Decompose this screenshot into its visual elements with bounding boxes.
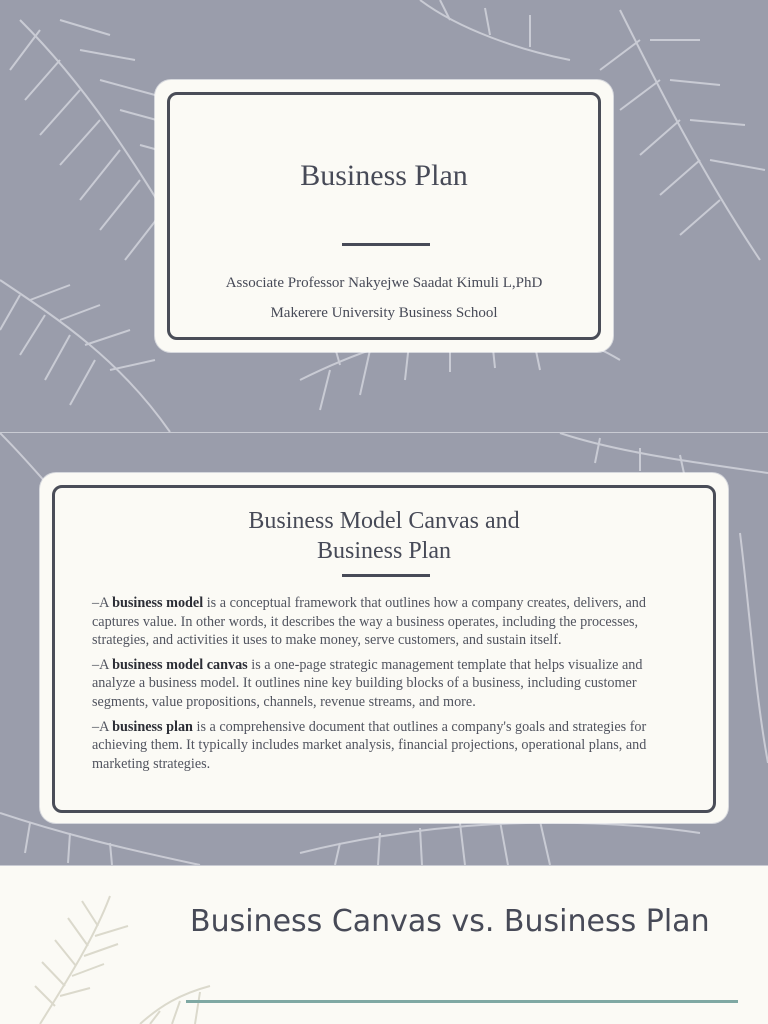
definition-term: business model [112, 595, 204, 611]
definitions-title-line1: Business Model Canvas and [248, 508, 520, 534]
definitions-card [40, 473, 728, 823]
definition-business-model-canvas [92, 656, 672, 712]
definitions-body [92, 594, 672, 779]
definitions-title [55, 506, 713, 566]
title-card-frame [167, 92, 601, 340]
comparison-underline [186, 1000, 738, 1003]
definition-term: business plan [112, 718, 193, 735]
author-name: Associate Professor Nakyejwe Saadat Kimuli L,PhD [225, 275, 543, 291]
definitions-underline [342, 574, 430, 577]
school-name: Makerere University Business School [270, 305, 498, 321]
definition-prefix: –A [92, 656, 113, 673]
comparison-title: Business Canvas vs. Business Plan [190, 904, 710, 939]
definition-text: is a one-page strategic management template that helps visualize and analyze a business model. It outlines nine key building blocks of a business, including customer segments, value propositions, channels, revenue streams, and more. [92, 656, 643, 710]
definition-term: business model canvas [112, 656, 248, 673]
slide-title-text: Business Plan [300, 159, 468, 192]
definition-business-plan [92, 718, 672, 774]
definitions-title-line2: Business Plan [316, 538, 451, 564]
definition-business-model [92, 594, 672, 650]
title-underline [342, 243, 430, 246]
definition-text: is a conceptual framework that outlines how a company creates, delivers, and captures value. In other words, it describes the way a business operates, including the processes, strategies, and activities it uses to make money, serve customers, and sustain itself. [92, 595, 646, 649]
definition-prefix: –A [92, 595, 113, 611]
slide-definitions [0, 433, 768, 865]
definition-text: is a comprehensive document that outlines a company's goals and strategies for achieving them. It typically includes market analysis, financial projections, operational plans, and marketing strategies. [92, 718, 647, 772]
slide-comparison [0, 866, 768, 1024]
title-card [155, 80, 613, 352]
definition-prefix: –A [92, 718, 113, 735]
definitions-card-frame [52, 485, 716, 813]
slide-title [0, 0, 768, 432]
